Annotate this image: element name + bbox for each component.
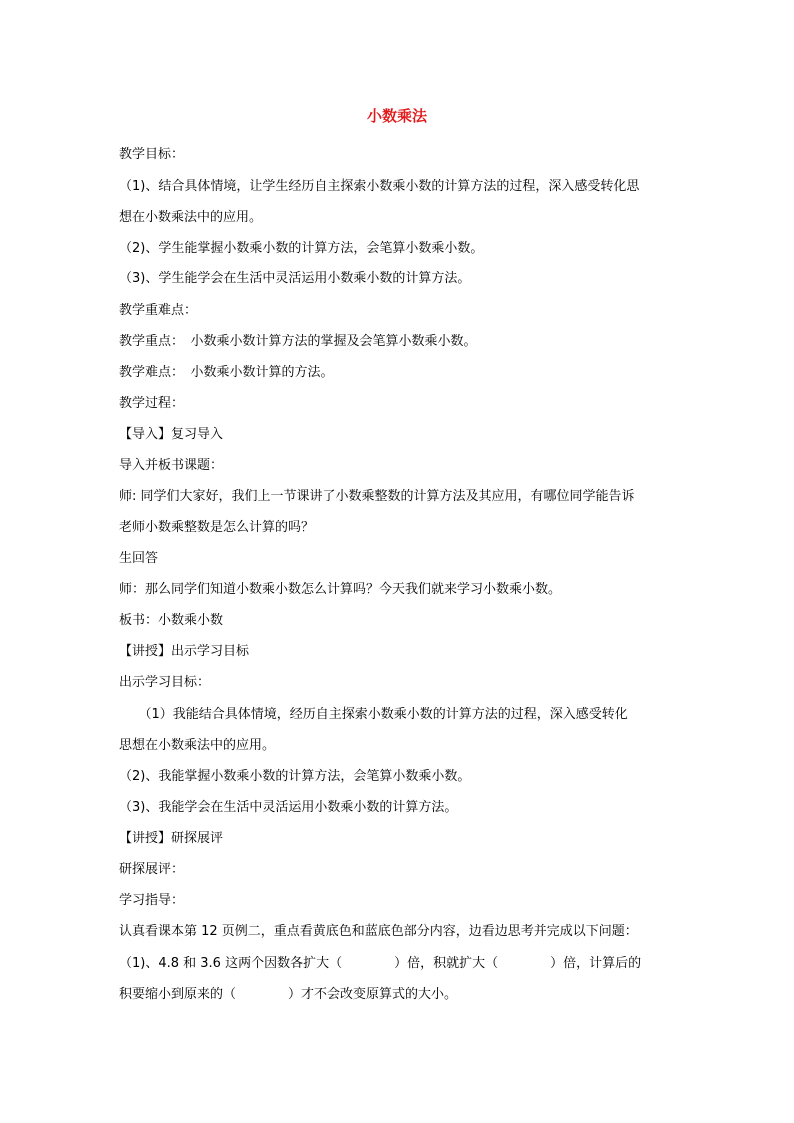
teacher-line-2: 老师小数乘整数是怎么计算的吗？	[119, 520, 315, 535]
step-heading-goals: 【讲授】出示学习目标	[119, 644, 250, 659]
goal-1-line-2: 思想在小数乘法中的应用。	[119, 738, 276, 753]
section-heading-objectives: 教学目标：	[119, 147, 185, 162]
objective-3: （3)、学生能学会在生活中灵活运用小数乘小数的计算方法。	[119, 271, 471, 286]
study-guide-heading: 学习指导：	[119, 893, 185, 908]
step-heading-intro: 【导入】复习导入	[119, 427, 224, 442]
intro-subtitle: 导入并板书课题：	[119, 458, 224, 473]
goal-2: （2)、我能掌握小数乘小数的计算方法，会笔算小数乘小数。	[119, 769, 471, 784]
goal-1-line-1: （1）我能结合具体情境，经历自主探索小数乘小数的计算方法的过程，深入感受转化	[119, 707, 628, 722]
objective-1-line-2: 想在小数乘法中的应用。	[119, 210, 263, 225]
section-heading-process: 教学过程：	[119, 396, 185, 411]
student-answer: 生回答	[119, 551, 159, 566]
goal-3: （3)、我能学会在生活中灵活运用小数乘小数的计算方法。	[119, 800, 458, 815]
teacher-line-3: 师：那么同学们知道小数乘小数怎么计算吗？今天我们就来学习小数乘小数。	[119, 582, 562, 597]
objective-2: （2)、学生能掌握小数乘小数的计算方法，会笔算小数乘小数。	[119, 241, 484, 256]
teacher-line-1: 师: 同学们大家好，我们上一节课讲了小数乘整数的计算方法及其应用，有哪位同学能告诉	[119, 489, 635, 504]
question-1-line-2: 积要缩小到原来的（ ）才不会改变原算式的大小。	[119, 987, 458, 1002]
key-point: 教学重点： 小数乘小数计算方法的掌握及会笔算小数乘小数。	[119, 334, 477, 349]
difficult-point: 教学难点： 小数乘小数计算的方法。	[119, 365, 334, 380]
document-title: 小数乘法	[366, 107, 427, 125]
step-heading-research: 【讲授】研探展评	[119, 831, 224, 846]
board-writing: 板书：小数乘小数	[119, 613, 224, 628]
study-guide-instruction: 认真看课本第 12 页例二，重点看黄底色和蓝底色部分内容，边看边思考并完成以下问题：	[119, 924, 638, 939]
section-heading-key-points: 教学重难点：	[119, 303, 198, 318]
research-subtitle: 研探展评：	[119, 862, 185, 877]
goals-subtitle: 出示学习目标：	[119, 675, 211, 690]
objective-1-line-1: （1)、结合具体情境，让学生经历自主探索小数乘小数的计算方法的过程，深入感受转化思	[119, 179, 640, 194]
question-1-line-1: （1)、4.8 和 3.6 这两个因数各扩大（ ）倍，积就扩大（ ）倍，计算后的	[119, 956, 642, 971]
